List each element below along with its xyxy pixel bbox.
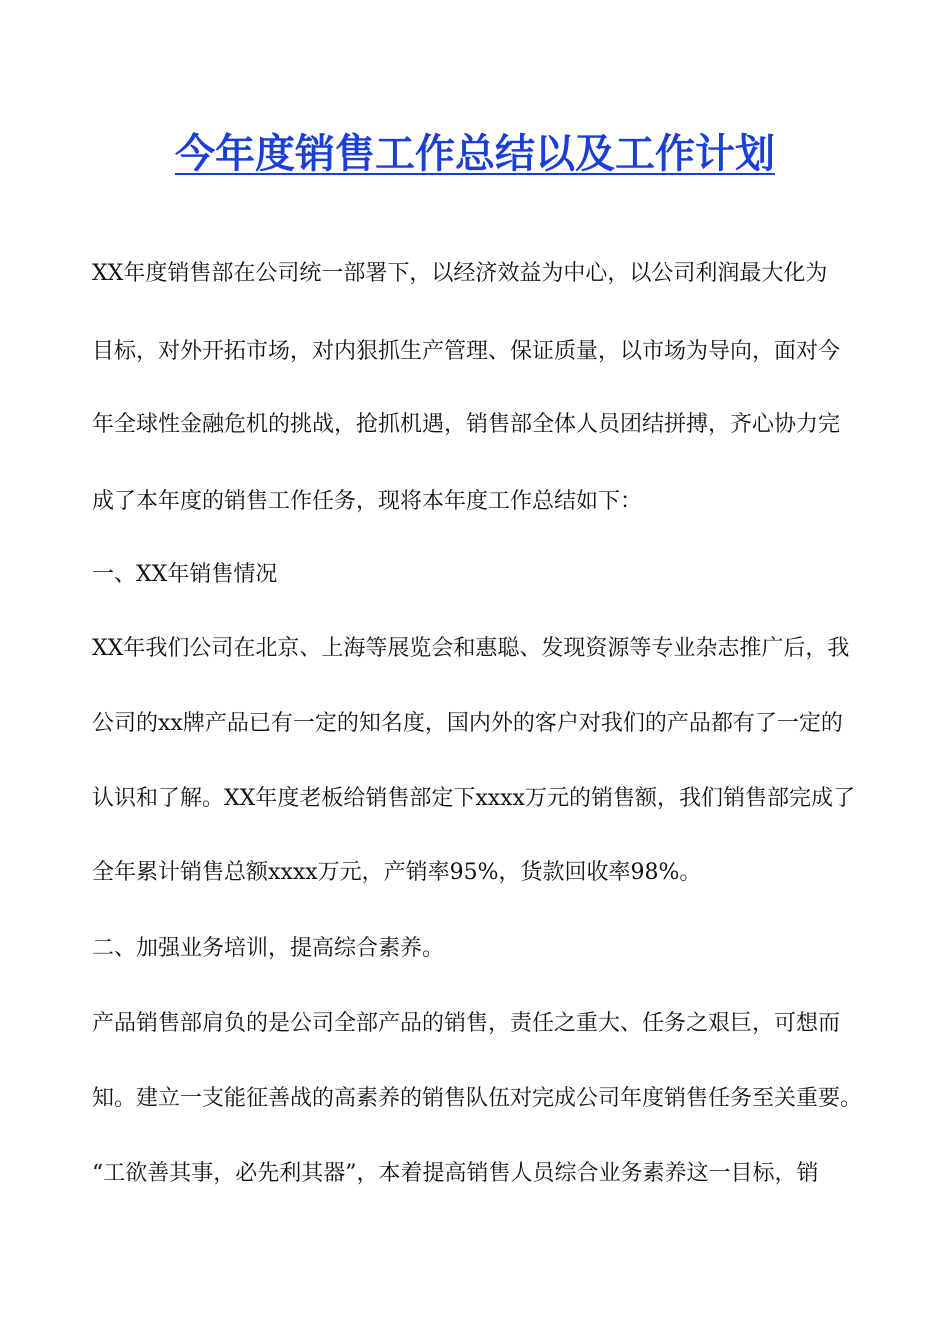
document-title: 今年度销售工作总结以及工作计划: [175, 130, 775, 177]
section-heading: 一、XX年销售情况: [92, 562, 278, 587]
body-line: “工欲善其事，必先利其器”，本着提高销售人员综合业务素养这一目标，销: [92, 1161, 819, 1186]
body-line: 公司的xx牌产品已有一定的知名度，国内外的客户对我们的产品都有了一定的: [92, 711, 843, 736]
body-line: 产品销售部肩负的是公司全部产品的销售，责任之重大、任务之艰巨，可想而: [92, 1011, 841, 1036]
body-line: 认识和了解。XX年度老板给销售部定下xxxx万元的销售额，我们销售部完成了: [92, 786, 855, 811]
body-line: 目标，对外开拓市场，对内狠抓生产管理、保证质量，以市场为导向，面对今: [92, 339, 841, 364]
body-line: XX年度销售部在公司统一部署下，以经济效益为中心，以公司利润最大化为: [92, 261, 828, 286]
body-line: 全年累计销售总额xxxx万元，产销率95%，货款回收率98%。: [92, 860, 702, 885]
body-line: 年全球性金融危机的挑战，抢抓机遇，销售部全体人员团结拼搏，齐心协力完: [92, 412, 841, 437]
body-line: 知。建立一支能征善战的高素养的销售队伍对完成公司年度销售任务至关重要。: [92, 1086, 863, 1111]
body-line: XX年我们公司在北京、上海等展览会和惠聪、发现资源等专业杂志推广后，我: [92, 636, 850, 661]
body-line: 成了本年度的销售工作任务，现将本年度工作总结如下：: [92, 489, 643, 514]
section-heading: 二、加强业务培训，提高综合素养。: [92, 936, 445, 961]
